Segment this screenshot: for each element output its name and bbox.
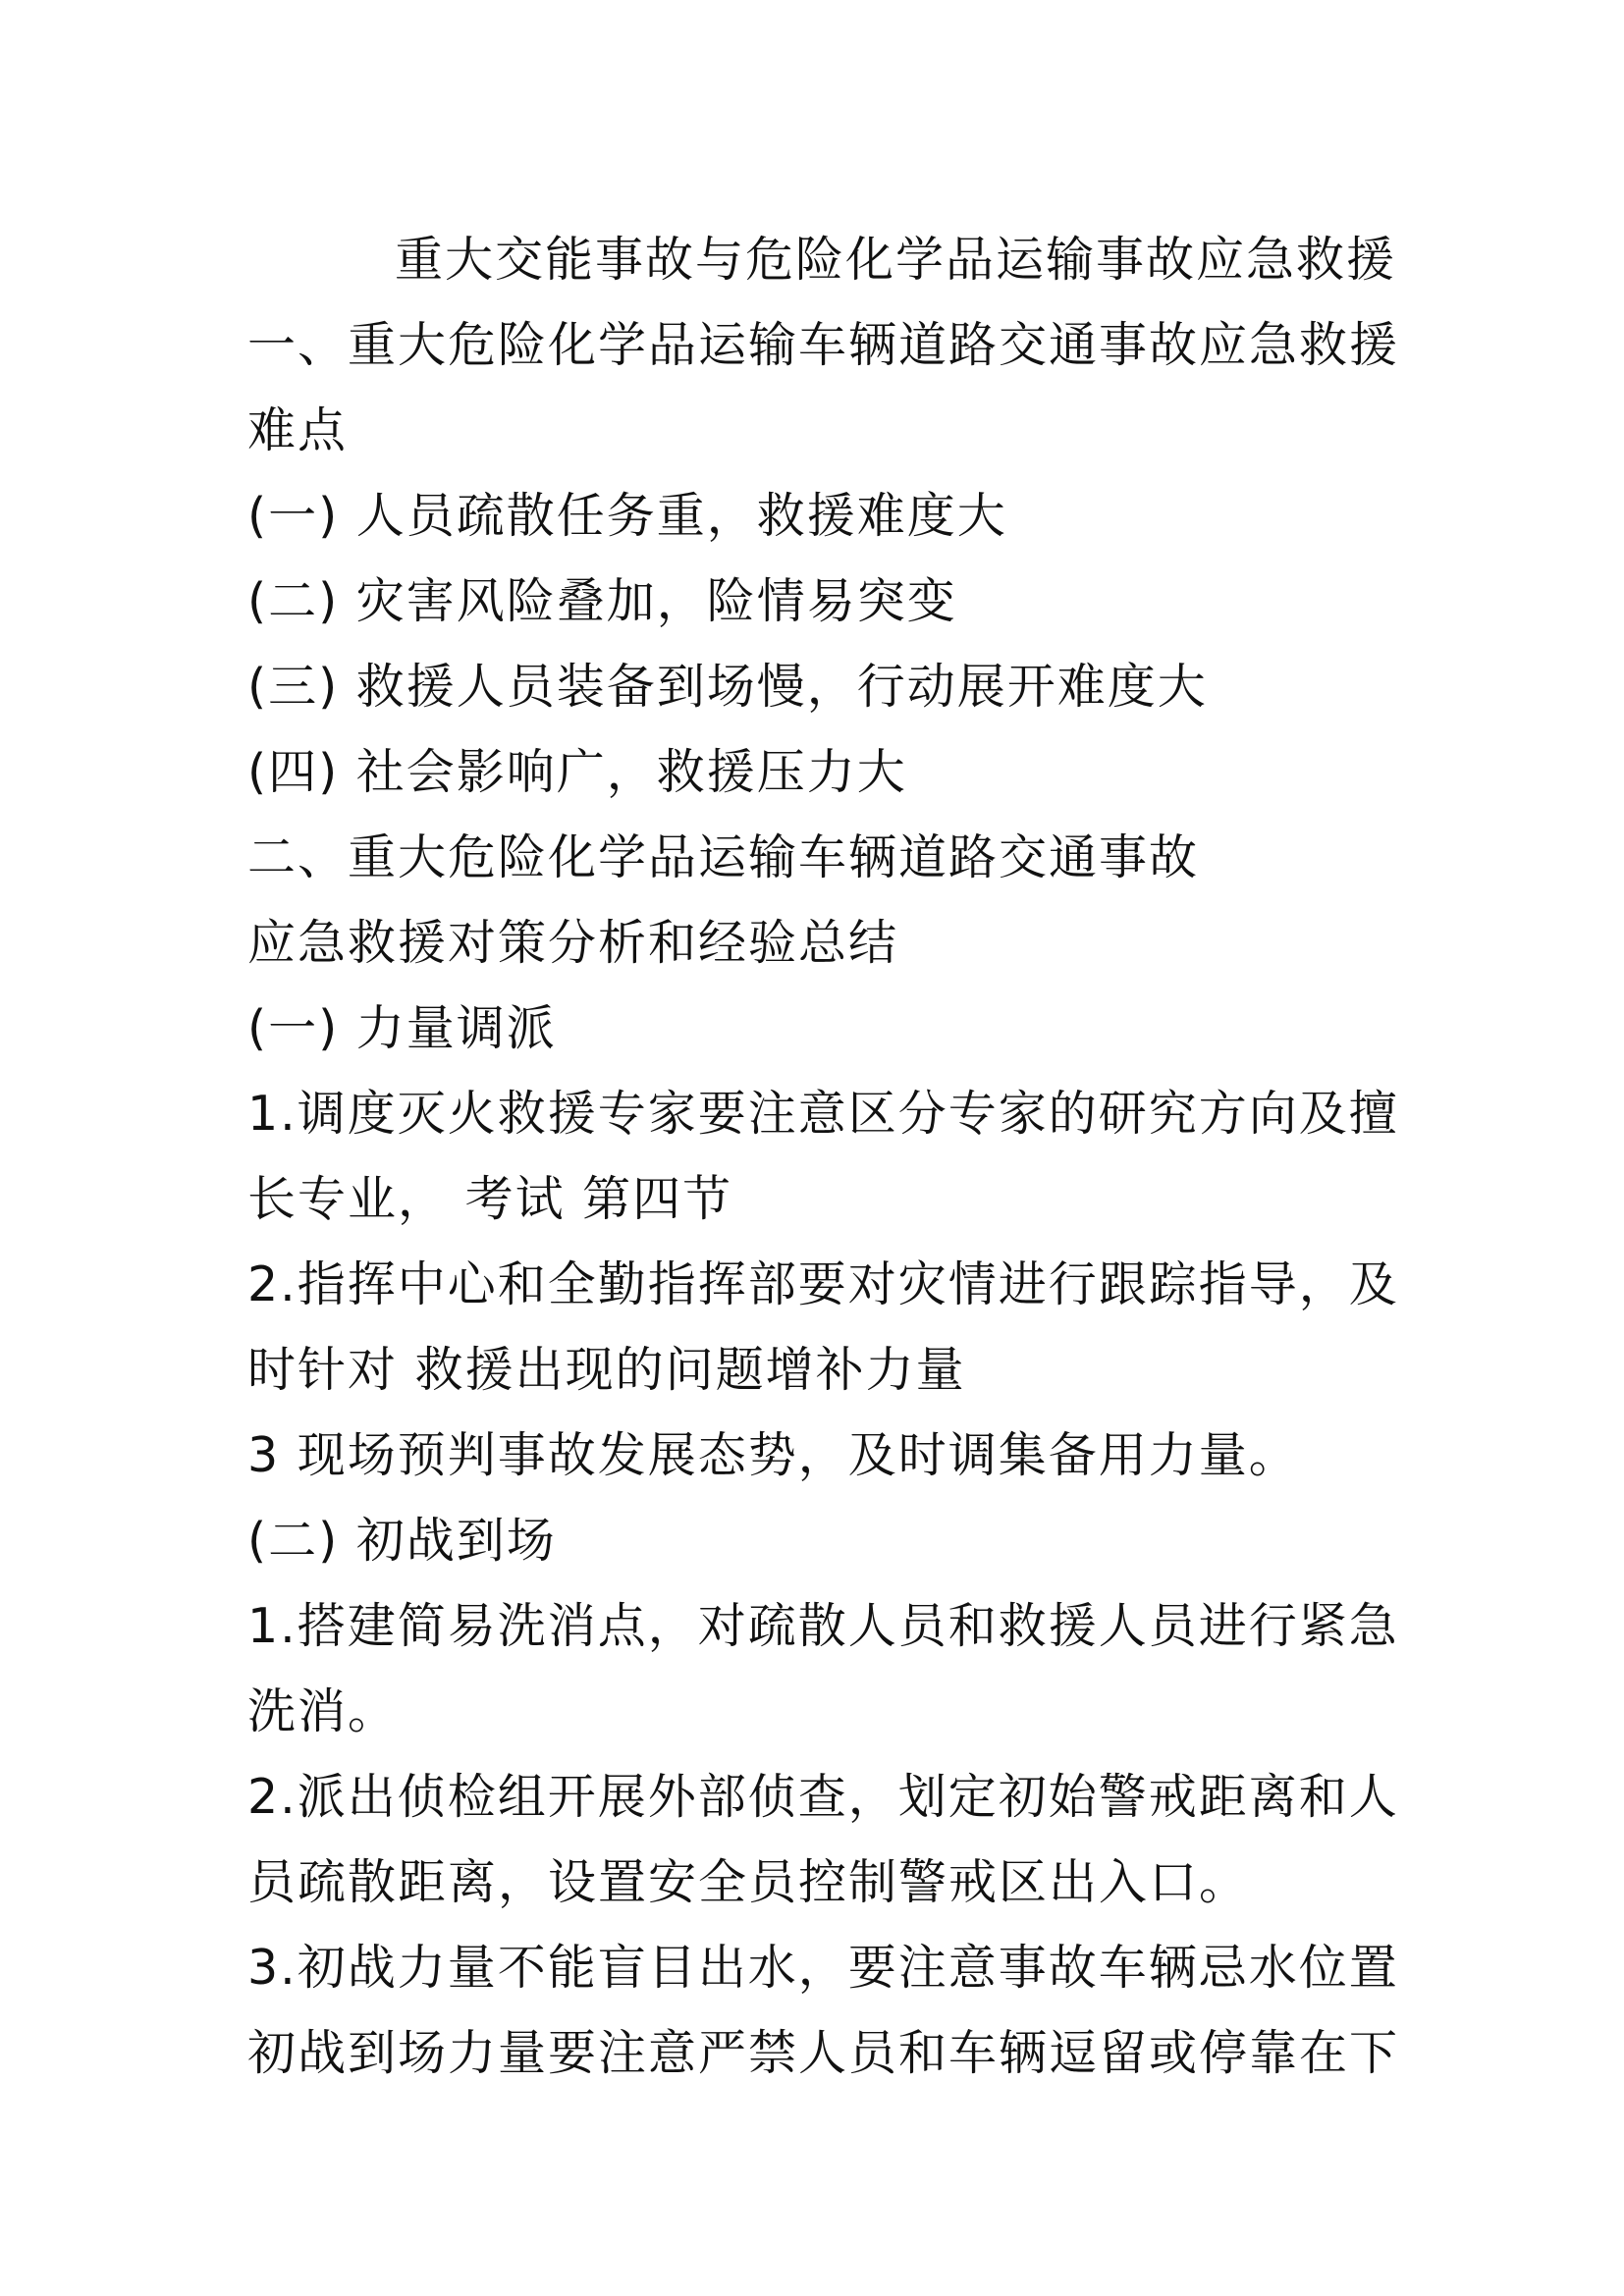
list-item: (一) 人员疏散任务重，救援难度大 (247, 488, 1007, 544)
paragraph-line: 1.搭建简易洗消点，对疏散人员和救援人员进行紧急 (247, 1598, 1399, 1654)
paragraph-line: 3 现场预判事故发展态势，及时调集备用力量。 (247, 1427, 1299, 1483)
list-item: (四) 社会影响广，救援压力大 (247, 744, 907, 800)
paragraph-line: 洗消。 (247, 1683, 399, 1739)
heading-section-1: 一、重大危险化学品运输车辆道路交通事故应急救援 (247, 317, 1400, 373)
paragraph-line: 时针对 救援出现的问题增补力量 (247, 1342, 966, 1398)
paragraph-line: 2.指挥中心和全勤指挥部要对灾情进行跟踪指导，及 (247, 1256, 1399, 1312)
subheading: (二) 初战到场 (247, 1513, 557, 1569)
heading-section-1-cont: 难点 (247, 402, 349, 458)
list-item: (三) 救援人员装备到场慢，行动展开难度大 (247, 659, 1208, 715)
document-title: 重大交能事故与危险化学品运输事故应急救援 (395, 232, 1397, 288)
paragraph-line: 初战到场力量要注意严禁人员和车辆逗留或停靠在下 (247, 2025, 1400, 2081)
list-item: (二) 灾害风险叠加，险情易突变 (247, 573, 957, 629)
subheading: (一) 力量调派 (247, 1000, 557, 1056)
paragraph-line: 1.调度灭火救援专家要注意区分专家的研究方向及擅 (247, 1086, 1399, 1142)
paragraph-line: 长专业， 考试 第四节 (247, 1171, 733, 1227)
heading-section-2-cont: 应急救援对策分析和经验总结 (247, 915, 899, 971)
paragraph-line: 员疏散距离，设置安全员控制警戒区出入口。 (247, 1854, 1250, 1910)
paragraph-line: 3.初战力量不能盲目出水，要注意事故车辆忌水位置 (247, 1940, 1399, 1996)
paragraph-line: 2.派出侦检组开展外部侦查，划定初始警戒距离和人 (247, 1769, 1399, 1825)
heading-section-2: 二、重大危险化学品运输车辆道路交通事故 (247, 829, 1200, 885)
